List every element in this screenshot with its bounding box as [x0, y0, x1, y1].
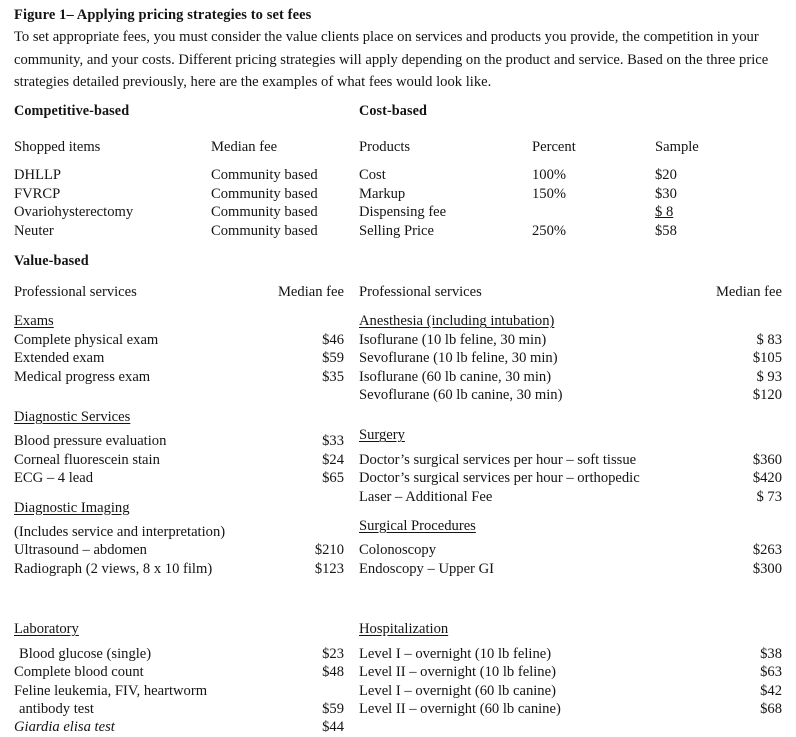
- row-label: Blood glucose (single): [19, 645, 152, 662]
- row-label: Sevoflurane (60 lb canine, 30 min): [359, 387, 563, 404]
- table-row: [14, 469, 344, 487]
- section-heading: Anesthesia (including intubation): [359, 313, 555, 330]
- column-header-professional-services: Professional services: [359, 284, 482, 300]
- row-fee: $59: [322, 700, 344, 717]
- row-value: Community based: [211, 204, 318, 221]
- section-heading: Diagnostic Imaging: [14, 499, 130, 516]
- row-percent: 250%: [532, 222, 567, 239]
- row-label: Complete blood count: [14, 664, 144, 681]
- row-label: Dispensing fee: [359, 204, 447, 221]
- table-row: [14, 349, 344, 367]
- row-label: ECG – 4 lead: [14, 470, 94, 487]
- figure-title: Figure 1– Applying pricing strategies to set fees: [14, 7, 312, 23]
- row-label: Level II – overnight (10 lb feline): [359, 664, 556, 681]
- row-label: Selling Price: [359, 222, 434, 239]
- section-heading: Hospitalization: [359, 621, 449, 638]
- table-row: [14, 368, 344, 386]
- row-fee: $105: [752, 350, 782, 367]
- row-fee: $420: [752, 470, 782, 487]
- column-header-sample: Sample: [655, 139, 699, 155]
- table-row: [359, 349, 782, 367]
- section-surgery: [359, 426, 782, 506]
- value-based-heading: Value-based: [14, 253, 89, 269]
- row-label: FVRCP: [14, 185, 61, 202]
- row-fee: $ 73: [756, 488, 782, 505]
- table-row: [359, 560, 782, 578]
- table-row: [359, 488, 782, 506]
- table-header-row: [14, 283, 344, 301]
- section-heading: Surgical Procedures: [359, 518, 476, 535]
- table-row: [14, 682, 344, 700]
- row-label: Level I – overnight (10 lb feline): [359, 645, 552, 662]
- row-label: Radiograph (2 views, 8 x 10 film): [14, 560, 213, 577]
- table-row: [359, 663, 782, 681]
- row-label: Extended exam: [14, 350, 105, 367]
- figure-description: To set appropriate fees, you must consider the value clients place on services and products you provide, the competition in your community, and your costs. Different pricing strategies will apply depending on the product and service. Based on the three price strategies detailed previously, here are the examples of what fees would look like.: [14, 29, 769, 90]
- row-fee: $63: [760, 664, 782, 681]
- section-hospitalization: [359, 620, 782, 718]
- table-row: [14, 185, 344, 203]
- row-label: Corneal fluorescein stain: [14, 451, 160, 468]
- row-value: Community based: [211, 185, 318, 202]
- value-left-column: [14, 283, 344, 737]
- table-row: [14, 166, 344, 184]
- table-row: [359, 185, 782, 203]
- row-fee: $300: [752, 560, 782, 577]
- row-fee: $210: [314, 542, 344, 559]
- section-diagnostic-imaging: [14, 499, 344, 579]
- row-sample: $30: [655, 185, 677, 202]
- cost-based-heading: Cost-based: [359, 103, 428, 119]
- section-heading: Diagnostic Services: [14, 409, 131, 426]
- section-heading: Exams: [14, 313, 54, 330]
- table-row: [359, 451, 782, 469]
- section-exams: [14, 312, 344, 386]
- section-note-row: [14, 523, 344, 541]
- row-fee: $59: [322, 350, 344, 367]
- row-fee: $123: [314, 560, 344, 577]
- table-row: [14, 663, 344, 681]
- row-label: Sevoflurane (10 lb feline, 30 min): [359, 350, 558, 367]
- section-surgical-procedures: [359, 517, 782, 578]
- cost-based-section: [359, 102, 782, 240]
- table-row: [14, 645, 344, 663]
- row-label: DHLLP: [14, 167, 62, 184]
- row-sample: $20: [655, 167, 677, 184]
- table-row: [14, 451, 344, 469]
- section-note: (Includes service and interpretation): [14, 524, 226, 541]
- table-row: [359, 645, 782, 663]
- row-label: Medical progress exam: [14, 368, 151, 385]
- table-row: [359, 469, 782, 487]
- row-label: Complete physical exam: [14, 331, 159, 348]
- row-label: Doctor’s surgical services per hour – soft tissue: [359, 451, 637, 468]
- row-label: antibody test: [19, 700, 94, 717]
- row-label: Isoflurane (60 lb canine, 30 min): [359, 368, 552, 385]
- column-header-percent: Percent: [532, 139, 576, 155]
- table-row: [359, 368, 782, 386]
- row-value: Community based: [211, 222, 318, 239]
- row-label: Markup: [359, 185, 406, 202]
- row-label: Blood pressure evaluation: [14, 433, 167, 450]
- row-label: Cost: [359, 167, 386, 184]
- table-row: [359, 700, 782, 718]
- section-laboratory: [14, 620, 344, 736]
- section-heading: Surgery: [359, 427, 405, 444]
- row-label: Level I – overnight (60 lb canine): [359, 682, 556, 699]
- cost-based-table: [359, 138, 782, 240]
- section-heading: Laboratory: [14, 621, 79, 638]
- row-fee: $ 93: [756, 368, 782, 385]
- row-fee: $263: [752, 542, 782, 559]
- table-row: [14, 700, 344, 718]
- table-row: [14, 560, 344, 578]
- column-header-median-fee: Median fee: [715, 284, 782, 300]
- row-label: Giardia elisa test: [14, 719, 115, 736]
- table-row: [359, 682, 782, 700]
- row-fee: $ 83: [756, 331, 782, 348]
- row-label: Feline leukemia, FIV, heartworm: [14, 682, 208, 699]
- row-percent: 100%: [532, 167, 567, 184]
- column-header-shopped-items: Shopped items: [14, 139, 101, 155]
- row-label: Colonoscopy: [359, 542, 437, 559]
- table-header-row: [359, 138, 782, 156]
- row-label: Isoflurane (10 lb feline, 30 min): [359, 331, 547, 348]
- row-fee: $44: [322, 719, 344, 736]
- competitive-based-heading: Competitive-based: [14, 103, 130, 119]
- competitive-based-section: [14, 102, 344, 240]
- row-fee: $68: [760, 700, 782, 717]
- table-row: [359, 222, 782, 240]
- row-fee: $46: [322, 331, 344, 348]
- table-header-row: [359, 283, 782, 301]
- table-row: [14, 222, 344, 240]
- table-row: [359, 203, 782, 221]
- row-fee: $42: [760, 682, 782, 699]
- table-row: [359, 386, 782, 404]
- row-fee: $23: [322, 645, 344, 662]
- table-header-row: [14, 138, 344, 156]
- row-fee: $65: [322, 470, 344, 487]
- row-sample: $ 8: [655, 204, 674, 221]
- row-value: Community based: [211, 167, 318, 184]
- table-row: [14, 541, 344, 559]
- row-fee: $35: [322, 368, 344, 385]
- table-row: [14, 203, 344, 221]
- row-label: Doctor’s surgical services per hour – orthopedic: [359, 470, 640, 487]
- row-fee: $360: [752, 451, 782, 468]
- table-row: [359, 166, 782, 184]
- row-label: Ovariohysterectomy: [14, 204, 134, 221]
- row-label: Endoscopy – Upper GI: [359, 560, 494, 577]
- column-header-median-fee: Median fee: [211, 139, 278, 155]
- row-fee: $33: [322, 433, 344, 450]
- row-fee: $120: [752, 387, 782, 404]
- value-right-column: [359, 283, 782, 718]
- figure-header: [14, 6, 774, 94]
- row-label: Neuter: [14, 222, 54, 239]
- row-label: Laser – Additional Fee: [359, 488, 493, 505]
- table-row: [14, 432, 344, 450]
- column-header-professional-services: Professional services: [14, 284, 137, 300]
- row-fee: $48: [322, 664, 344, 681]
- section-diagnostic-services: [14, 408, 344, 488]
- table-row: [359, 331, 782, 349]
- row-sample: $58: [655, 222, 677, 239]
- table-row: [359, 541, 782, 559]
- column-header-products: Products: [359, 139, 411, 155]
- competitive-based-table: [14, 138, 344, 240]
- row-fee: $24: [322, 451, 344, 468]
- row-fee: $38: [760, 645, 782, 662]
- table-row: [14, 718, 344, 736]
- row-label: Level II – overnight (60 lb canine): [359, 700, 561, 717]
- row-percent: 150%: [532, 185, 567, 202]
- section-anesthesia: [359, 312, 782, 404]
- table-row: [14, 331, 344, 349]
- column-header-median-fee: Median fee: [277, 284, 344, 300]
- row-label: Ultrasound – abdomen: [14, 542, 147, 559]
